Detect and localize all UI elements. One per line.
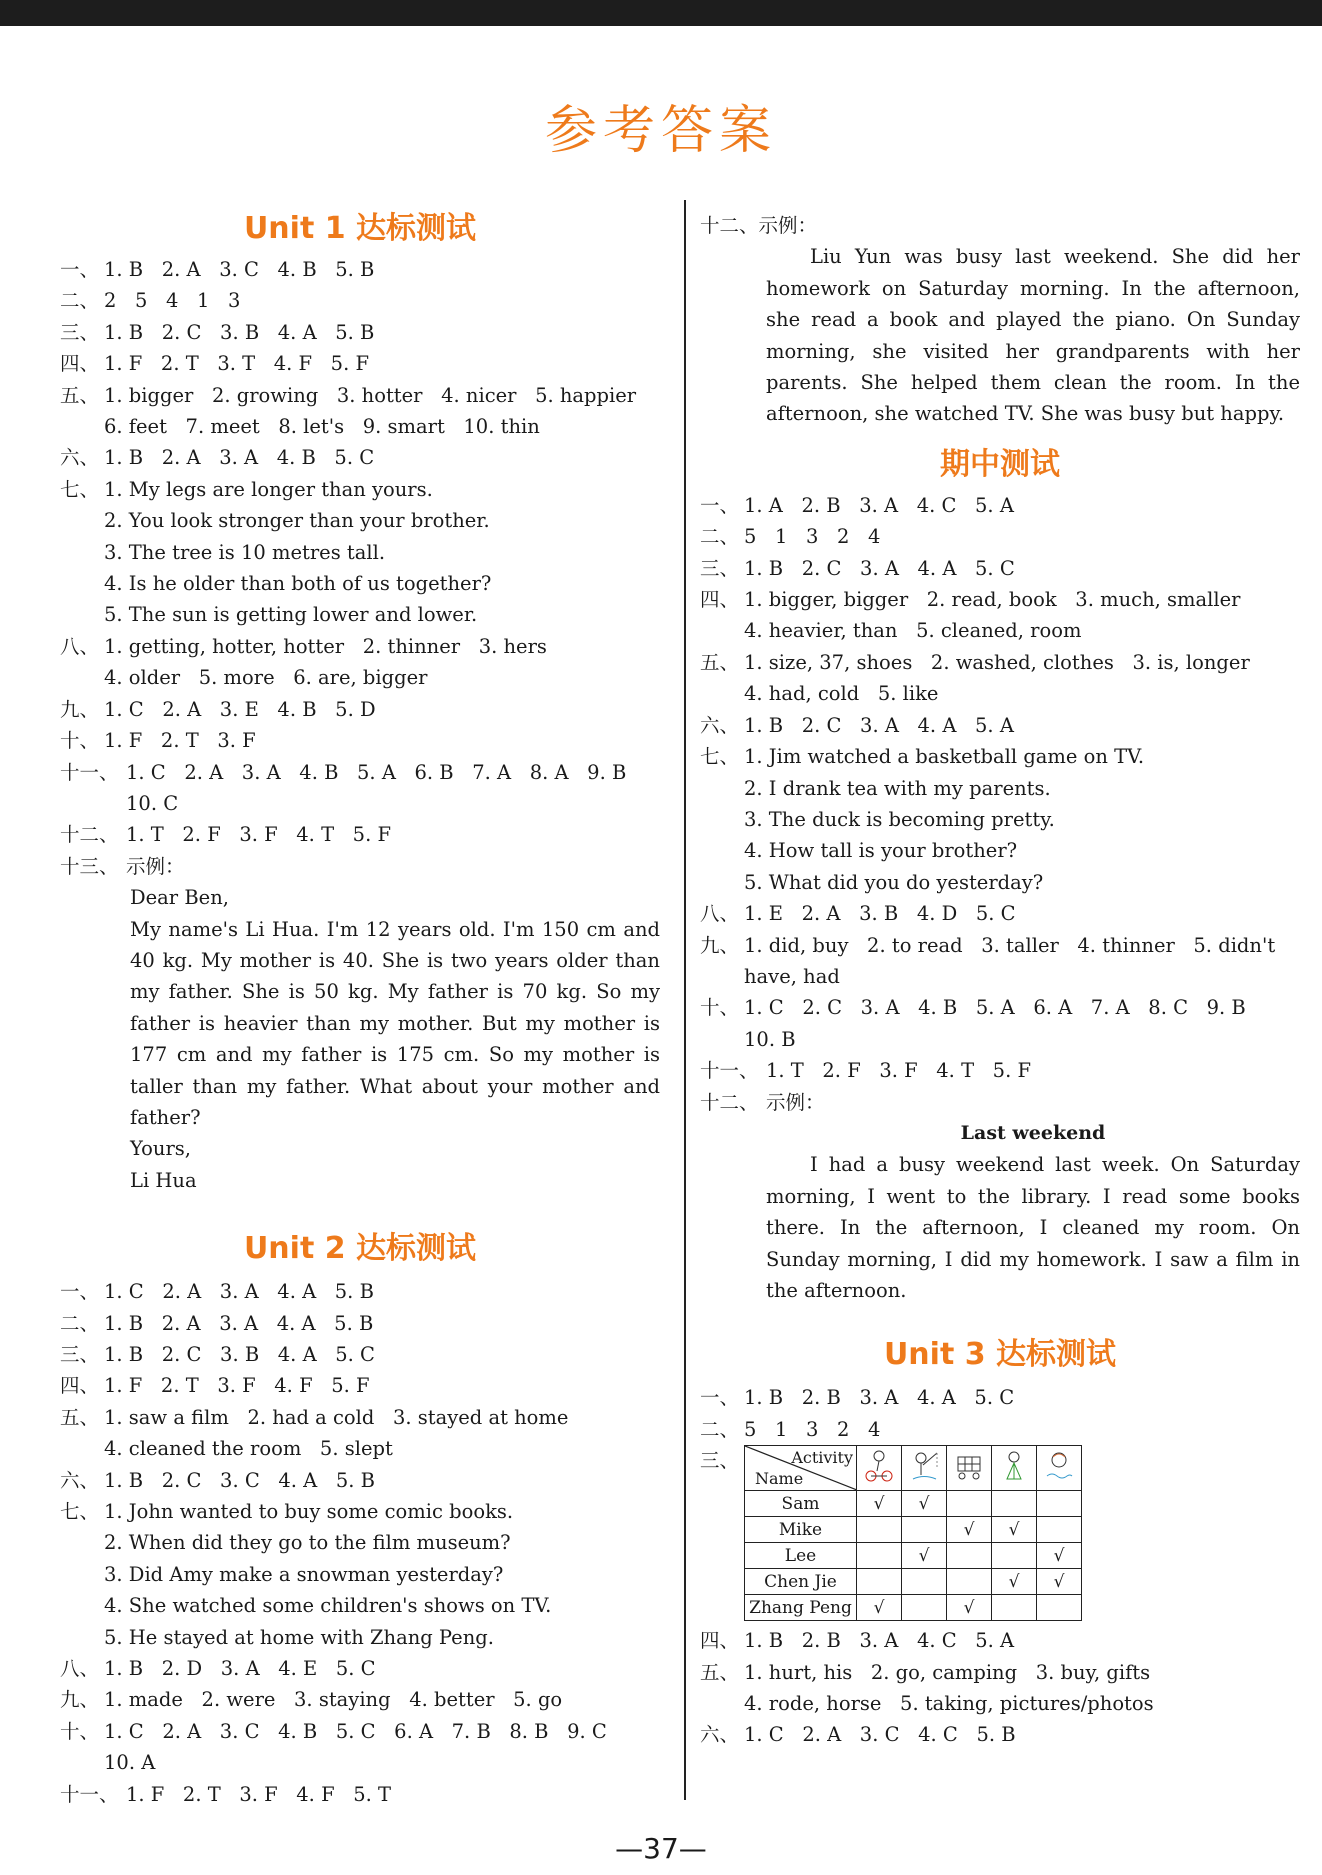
answer-block	[104, 474, 660, 631]
answer-block	[104, 1276, 660, 1307]
question-number: 十、	[60, 1719, 100, 1743]
answer-continuation: 4. rode, horse 5. taking, pictures/photos	[744, 1692, 1154, 1716]
answer-line: 3. The duck is becoming pretty.	[744, 807, 1055, 831]
answer-block	[104, 725, 660, 756]
corner-name-label: Name	[755, 1469, 804, 1489]
answer-row	[60, 317, 660, 348]
table-name-cell: Sam	[745, 1491, 857, 1517]
answer-text: 1. Jim watched a basketball game on TV.	[744, 745, 1145, 769]
answer-row	[60, 285, 660, 316]
answer-row	[700, 1382, 1300, 1413]
answer-block	[104, 1465, 660, 1496]
question-number: 四、	[60, 352, 100, 376]
question-number: 七、	[60, 1500, 100, 1524]
question-number: 二、	[700, 525, 740, 549]
answer-line: 3. Did Amy make a snowman yesterday?	[104, 1562, 504, 1586]
question-number: 五、	[700, 650, 740, 674]
answer-row	[700, 1414, 1300, 1445]
answer-text: 1. getting, hotter, hotter 2. thinner 3. hers	[104, 634, 547, 658]
answer-text: 示例：	[126, 854, 185, 878]
answer-row	[60, 851, 660, 882]
answer-row	[60, 1716, 660, 1779]
table-row	[745, 1491, 1082, 1517]
corner-activity-label: Activity	[791, 1448, 853, 1468]
answer-row	[60, 757, 660, 820]
answer-text: 5 1 3 2 4	[744, 525, 881, 549]
empty-cell	[857, 1517, 902, 1543]
answer-block	[104, 1370, 660, 1401]
answer-text: 1. John wanted to buy some comic books.	[104, 1500, 514, 1524]
question-number: 十一、	[60, 760, 119, 784]
unit1-title: Unit 1 达标测试	[243, 211, 477, 246]
question-number: 十一、	[700, 1059, 759, 1083]
question-number: 八、	[60, 1657, 100, 1681]
empty-cell	[1037, 1517, 1082, 1543]
question-number: 八、	[60, 634, 100, 658]
answer-row	[700, 992, 1300, 1055]
answer-block	[126, 757, 660, 820]
bike-rider-icon	[857, 1446, 902, 1491]
answer-text: 1. C 2. A 3. C 4. C 5. B	[744, 1723, 1016, 1747]
answer-text: 1. My legs are longer than yours.	[104, 477, 433, 501]
answer-text: 1. bigger 2. growing 3. hotter 4. nicer 5. happier	[104, 383, 637, 407]
answer-block	[744, 647, 1300, 710]
answer-row	[700, 584, 1300, 647]
answer-block	[104, 254, 660, 285]
check-mark-cell: √	[992, 1517, 1037, 1543]
answer-row	[700, 210, 1300, 241]
answer-block	[744, 584, 1300, 647]
answer-block	[744, 930, 1300, 993]
empty-cell	[992, 1595, 1037, 1621]
table-row	[745, 1517, 1082, 1543]
empty-cell	[902, 1595, 947, 1621]
table-name-cell: Chen Jie	[745, 1569, 857, 1595]
answer-row	[60, 474, 660, 631]
answer-row	[700, 553, 1300, 584]
swimming-icon	[1037, 1446, 1082, 1491]
question-number: 六、	[60, 446, 100, 470]
question-number: 六、	[700, 1723, 740, 1747]
answer-line: 2. When did they go to the film museum?	[104, 1531, 511, 1555]
answer-row	[60, 819, 660, 850]
answer-row	[60, 1496, 660, 1653]
check-mark-cell: √	[857, 1491, 902, 1517]
answer-block	[744, 1414, 1300, 1445]
answer-row	[700, 1087, 1300, 1118]
question-number: 十、	[700, 996, 740, 1020]
answer-block	[744, 992, 1300, 1055]
question-number: 一、	[700, 493, 740, 517]
answer-block	[744, 898, 1300, 929]
answer-block	[104, 694, 660, 725]
question-number: 十二、	[700, 1090, 759, 1114]
answer-continuation: 4. cleaned the room 5. slept	[104, 1437, 393, 1461]
midterm-answers	[700, 490, 1300, 1118]
answer-row	[60, 348, 660, 379]
question-number: 二、	[700, 1417, 740, 1441]
question-number: 五、	[700, 1660, 740, 1684]
answer-row	[60, 1339, 660, 1370]
check-mark-cell: √	[992, 1569, 1037, 1595]
question-number: 九、	[60, 697, 100, 721]
question-number: 十、	[60, 729, 100, 753]
unit3-answers-before	[700, 1382, 1300, 1445]
answer-row	[60, 725, 660, 756]
camping-icon	[992, 1446, 1037, 1491]
question-number: 五、	[60, 1405, 100, 1429]
left-column	[60, 210, 660, 1810]
letter-greeting: Dear Ben,	[130, 886, 229, 910]
empty-cell	[947, 1491, 992, 1517]
unit1-answers	[60, 254, 660, 882]
answer-block	[104, 1402, 660, 1465]
check-mark-cell: √	[902, 1491, 947, 1517]
answer-line: 5. What did you do yesterday?	[744, 870, 1044, 894]
answer-continuation: 4. had, cold 5. like	[744, 682, 939, 706]
answer-line: 4. She watched some children's shows on TV.	[104, 1594, 552, 1618]
answer-block	[126, 819, 660, 850]
table-name-cell: Mike	[745, 1517, 857, 1543]
answer-row	[700, 1657, 1300, 1720]
answer-text: 2 5 4 1 3	[104, 289, 241, 313]
answer-text: 1. B 2. B 3. A 4. C 5. A	[744, 1629, 1015, 1653]
answer-continuation: 4. heavier, than 5. cleaned, room	[744, 619, 1082, 643]
top-scan-band	[0, 0, 1322, 26]
answer-continuation: 10. C	[126, 791, 179, 815]
answer-text: 1. F 2. T 3. F	[104, 729, 256, 753]
answer-text: 1. saw a film 2. had a cold 3. stayed at home	[104, 1405, 569, 1429]
answer-block	[744, 490, 1300, 521]
question-number: 九、	[60, 1688, 100, 1712]
answer-row	[700, 710, 1300, 741]
letter-signature: Li Hua	[130, 1168, 197, 1192]
answer-block	[104, 285, 660, 316]
answer-text: 1. F 2. T 3. F 4. F 5. F	[104, 1374, 370, 1398]
table-name-cell: Lee	[745, 1543, 857, 1569]
answer-row	[700, 521, 1300, 552]
answer-text: 示例：	[766, 1090, 825, 1114]
right-column	[700, 210, 1300, 1751]
answer-block	[104, 1653, 660, 1684]
check-mark-cell: √	[1037, 1543, 1082, 1569]
answer-row	[700, 930, 1300, 993]
answer-text: 1. made 2. were 3. staying 4. better 5. go	[104, 1688, 563, 1712]
answer-row	[60, 1402, 660, 1465]
answer-line: 5. He stayed at home with Zhang Peng.	[104, 1625, 494, 1649]
answer-text: 1. F 2. T 3. F 4. F 5. T	[126, 1782, 392, 1806]
answer-row	[60, 694, 660, 725]
empty-cell	[947, 1543, 992, 1569]
answer-row	[700, 647, 1300, 710]
answer-block	[104, 317, 660, 348]
answer-row	[60, 1779, 660, 1810]
question-number: 十二、	[700, 214, 759, 237]
empty-cell	[857, 1543, 902, 1569]
answer-text: 1. C 2. C 3. A 4. B 5. A 6. A 7. A 8. C 9. B	[744, 996, 1246, 1020]
question-number: 四、	[700, 588, 740, 612]
check-mark-cell: √	[947, 1595, 992, 1621]
empty-cell	[1037, 1491, 1082, 1517]
table-name-cell: Zhang Peng	[745, 1595, 857, 1621]
answer-row	[700, 1625, 1300, 1656]
answer-block	[744, 1625, 1300, 1656]
question-number: 九、	[700, 933, 740, 957]
answer-text: 1. F 2. T 3. T 4. F 5. F	[104, 352, 370, 376]
answer-block	[126, 851, 660, 882]
answer-block	[766, 1055, 1300, 1086]
question-number: 一、	[60, 1280, 100, 1304]
answer-block	[744, 710, 1300, 741]
empty-cell	[902, 1517, 947, 1543]
answer-row	[700, 898, 1300, 929]
column-divider	[684, 200, 686, 1800]
unit2-title: Unit 2 达标测试	[243, 1231, 477, 1267]
answer-line: 5. The sun is getting lower and lower.	[104, 603, 478, 627]
answer-text: 1. B 2. C 3. A 4. A 5. C	[744, 556, 1015, 580]
answer-text: 1. B 2. C 3. B 4. A 5. C	[104, 1343, 375, 1366]
answer-text: 1. C 2. A 3. A 4. A 5. B	[104, 1280, 374, 1304]
answer-block	[104, 348, 660, 379]
answer-text: 1. T 2. F 3. F 4. T 5. F	[766, 1059, 1032, 1083]
check-mark-cell: √	[947, 1517, 992, 1543]
answer-text: 1. C 2. A 3. C 4. B 5. C 6. A 7. B 8. B 9. C	[104, 1719, 607, 1743]
shopping-cart-icon	[947, 1446, 992, 1491]
answer-text: 1. B 2. B 3. A 4. A 5. C	[744, 1386, 1015, 1410]
answer-text: 5 1 3 2 4	[744, 1417, 881, 1441]
check-mark-cell: √	[902, 1543, 947, 1569]
answer-row	[700, 1719, 1300, 1750]
question-number: 四、	[60, 1374, 100, 1398]
empty-cell	[992, 1491, 1037, 1517]
answer-line: 2. You look stronger than your brother.	[104, 509, 490, 533]
unit2-answers	[60, 1276, 660, 1810]
answer-row	[60, 1684, 660, 1715]
answer-text: 1. T 2. F 3. F 4. T 5. F	[126, 823, 392, 847]
answer-text: 1. C 2. A 3. E 4. B 5. D	[104, 697, 376, 721]
answer-row	[60, 1276, 660, 1307]
answer-text: 1. size, 37, shoes 2. washed, clothes 3. is, longer	[744, 650, 1250, 674]
fishing-icon	[902, 1446, 947, 1491]
answer-text: 1. B 2. A 3. C 4. B 5. B	[104, 258, 375, 281]
unit3-answers-after	[700, 1625, 1300, 1751]
answer-row	[60, 1465, 660, 1496]
question-number: 六、	[700, 713, 740, 737]
table-row	[745, 1569, 1082, 1595]
answer-row	[60, 1370, 660, 1401]
question-number: 十三、	[60, 854, 119, 878]
answer-line: 4. Is he older than both of us together?	[104, 572, 492, 596]
answer-continuation: 6. feet 7. meet 8. let's 9. smart 10. thin	[104, 415, 540, 439]
check-mark-cell: √	[857, 1595, 902, 1621]
answer-continuation: have, had	[744, 964, 840, 988]
page-title: 参考答案	[544, 101, 777, 161]
activity-table-body	[745, 1491, 1082, 1621]
answer-row	[60, 254, 660, 285]
answer-text: 1. did, buy 2. to read 3. taller 4. thinner 5. didn't	[744, 933, 1276, 957]
essay-body: I had a busy weekend last week. On Saturday morning, I went to the library. I read some books there. In the afternoon, I cleaned my room. On Sunday morning, I did my homework. I saw a film in the afternoon.	[766, 1153, 1300, 1302]
answer-line: 2. I drank tea with my parents.	[744, 776, 1051, 800]
answer-block	[744, 521, 1300, 552]
table-row	[745, 1595, 1082, 1621]
answer-text: 1. E 2. A 3. B 4. D 5. C	[744, 902, 1016, 926]
answer-block	[104, 380, 660, 443]
question-number: 十二、	[60, 823, 119, 847]
answer-block	[104, 1339, 660, 1370]
letter-body: My name's Li Hua. I'm 12 years old. I'm 150 cm and 40 kg. My mother is 40. She is two years older than my father. She is 50 kg. My father is 70 kg. So my father is heavier than my mother. But my mother is 177 cm and my father is 175 cm. So my mother is taller than my father. What about your mother and father?	[130, 917, 660, 1129]
answer-text: 1. B 2. D 3. A 4. E 5. C	[104, 1657, 376, 1681]
answer-text: 1. C 2. A 3. A 4. B 5. A 6. B 7. A 8. A 9. B	[126, 760, 627, 784]
answer-row	[60, 1653, 660, 1684]
table-row-wrapper	[700, 1445, 1300, 1621]
empty-cell	[857, 1569, 902, 1595]
midterm-title: 期中测试	[940, 446, 1060, 482]
answer-text: 1. B 2. C 3. A 4. A 5. A	[744, 713, 1014, 737]
question-number: 一、	[700, 1386, 740, 1410]
answer-block	[126, 1779, 660, 1810]
question-number: 八、	[700, 902, 740, 926]
answer-row	[60, 1308, 660, 1339]
essay-title: Last weekend	[960, 1121, 1106, 1144]
activity-table	[744, 1445, 1082, 1621]
answer-line: 3. The tree is 10 metres tall.	[104, 540, 386, 564]
answer-row	[60, 442, 660, 473]
check-mark-cell: √	[1037, 1569, 1082, 1595]
answer-block	[104, 1496, 660, 1653]
question-number: 三、	[700, 556, 740, 580]
answer-line: 4. How tall is your brother?	[744, 839, 1018, 863]
unit1-sample-passage: Liu Yun was busy last weekend. She did her homework on Saturday morning. In the afternoon, she read a book and played the piano. On Sunday morning, she visited her grandparents with her parents. She helped them clean the room. In the afternoon, she watched TV. She was busy but happy.	[766, 245, 1300, 426]
answer-row	[60, 631, 660, 694]
answer-text: 1. bigger, bigger 2. read, book 3. much, smaller	[744, 588, 1241, 612]
answer-block	[744, 553, 1300, 584]
answer-text: 1. B 2. C 3. B 4. A 5. B	[104, 320, 375, 344]
question-number: 一、	[60, 258, 100, 281]
table-header-row	[745, 1446, 1082, 1491]
answer-text: 1. hurt, his 2. go, camping 3. buy, gifts	[744, 1660, 1151, 1684]
unit3-title: Unit 3 达标测试	[883, 1337, 1117, 1373]
answer-text: 1. B 2. A 3. A 4. A 5. B	[104, 1311, 374, 1335]
answer-block	[744, 1382, 1300, 1413]
answer-block	[744, 1657, 1300, 1720]
unit1-letter	[60, 882, 660, 1196]
question-number: 三、	[60, 1343, 100, 1366]
answer-block	[104, 1684, 660, 1715]
answer-text: 1. B 2. C 3. C 4. A 5. B	[104, 1468, 375, 1492]
empty-cell	[947, 1569, 992, 1595]
question-number: 七、	[700, 745, 740, 769]
letter-closing: Yours,	[130, 1137, 192, 1161]
answer-continuation: 10. B	[744, 1027, 796, 1051]
empty-cell	[992, 1543, 1037, 1569]
answer-continuation: 4. older 5. more 6. are, bigger	[104, 666, 428, 690]
answer-row	[700, 741, 1300, 898]
question-number: 七、	[60, 477, 100, 501]
empty-cell	[1037, 1595, 1082, 1621]
question-number: 三、	[60, 320, 100, 344]
question-number: 六、	[60, 1468, 100, 1492]
table-row	[745, 1543, 1082, 1569]
empty-cell	[902, 1569, 947, 1595]
answer-block	[766, 1087, 1300, 1118]
answer-block	[744, 1719, 1300, 1750]
answer-text: 示例：	[758, 214, 818, 237]
answer-block	[104, 442, 660, 473]
question-number: 五、	[60, 383, 100, 407]
answer-row	[700, 1055, 1300, 1086]
question-number: 十一、	[60, 1782, 119, 1806]
answer-block	[104, 631, 660, 694]
question-number: 二、	[60, 289, 100, 313]
answer-text: 1. B 2. A 3. A 4. B 5. C	[104, 446, 375, 470]
answer-block	[104, 1716, 660, 1779]
question-number: 三、	[700, 1449, 740, 1473]
answer-block	[744, 741, 1300, 898]
answer-row	[700, 490, 1300, 521]
page-number: —37—	[615, 1832, 707, 1865]
question-number: 四、	[700, 1629, 740, 1653]
answer-text: 1. A 2. B 3. A 4. C 5. A	[744, 493, 1014, 517]
answer-row	[60, 380, 660, 443]
answer-block	[104, 1308, 660, 1339]
question-number: 二、	[60, 1311, 100, 1335]
table-corner-cell	[745, 1446, 857, 1491]
answer-continuation: 10. A	[104, 1751, 156, 1775]
